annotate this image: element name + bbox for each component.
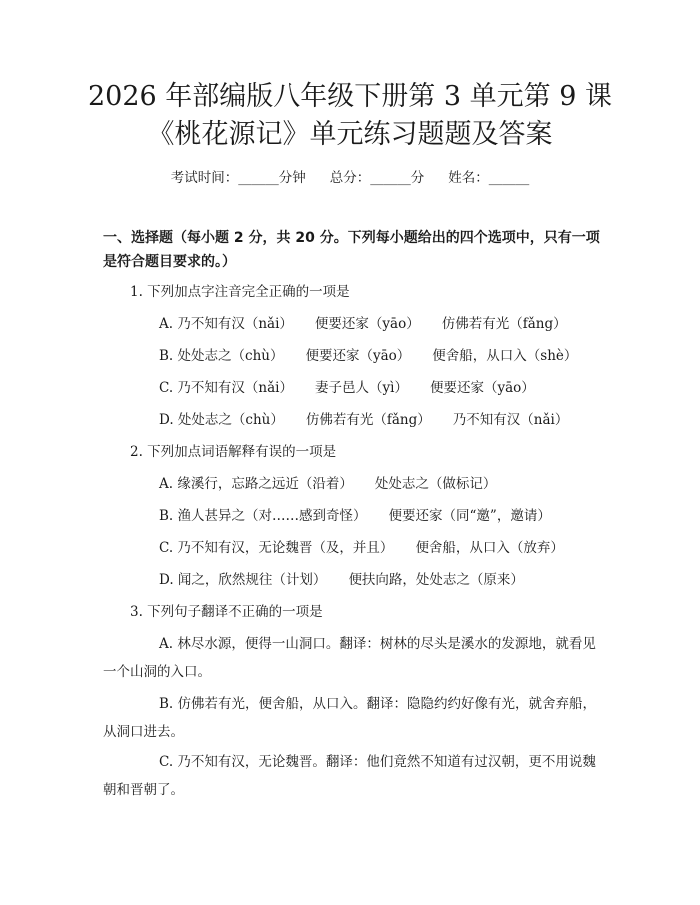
option-paragraph: C. 乃不知有汉，无论魏晋。翻译：他们竟然不知道有过汉朝，更不用说魏朝和晋朝了。 xyxy=(103,754,596,798)
option-text: 妻子邑人（yì） xyxy=(315,380,408,396)
option-text: B. 处处志之（chù） xyxy=(159,348,284,364)
option-paragraph: A. 林尽水源，便得一山洞口。翻译：树林的尽头是溪水的发源地，就看见一个山洞的入口。 xyxy=(103,636,596,680)
exam-total-score: 总分：______分 xyxy=(329,170,425,186)
option-text: A. 乃不知有汉（nǎi） xyxy=(159,316,293,332)
question-stem: 2. 下列加点词语解释有误的一项是 xyxy=(130,444,337,460)
option-text: D. 闻之，欣然规往（计划） xyxy=(159,572,327,588)
option-text: B. 渔人甚异之（对……感到奇怪） xyxy=(159,508,367,524)
option-row xyxy=(159,506,551,526)
option-text: 仿佛若有光（fǎng） xyxy=(441,316,567,332)
option-text: D. 处处志之（chù） xyxy=(159,412,284,428)
option-text: 便舍船，从口入（放弃） xyxy=(415,540,564,556)
option-text: 便要还家（同“邀”，邀请） xyxy=(388,508,551,524)
option-text: 便扶向路，处处志之（原来） xyxy=(348,572,524,588)
option-text: 便舍船，从口入（shè） xyxy=(432,348,578,364)
section-heading: 一、选择题（每小题 2 分，共 20 分。下列每小题给出的四个选项中，只有一项是符合题目要求的。） xyxy=(103,230,600,270)
question-stem: 1. 下列加点字注音完全正确的一项是 xyxy=(130,284,350,300)
option-text: 便要还家（yāo） xyxy=(305,348,411,364)
option-text: 处处志之（做标记） xyxy=(374,476,497,492)
document-title-line2: 《桃花源记》单元练习题题及答案 xyxy=(147,119,553,150)
option-text: C. 乃不知有汉（nǎi） xyxy=(159,380,293,396)
option-row xyxy=(159,570,524,590)
option-paragraph: B. 仿佛若有光，便舍船，从口入。翻译：隐隐约约好像有光，就舍弃船，从洞口进去。 xyxy=(103,696,597,740)
option-text: C. 乃不知有汉，无论魏晋（及，并且） xyxy=(159,540,394,556)
document-title-line1: 2026 年部编版八年级下册第 3 单元第 9 课 xyxy=(88,81,612,112)
option-text: 便要还家（yāo） xyxy=(429,380,535,396)
option-row xyxy=(159,346,577,366)
option-row xyxy=(159,538,564,558)
option-text: 便要还家（yāo） xyxy=(314,316,420,332)
option-row xyxy=(159,314,567,334)
option-row xyxy=(159,410,568,430)
student-name-field: 姓名：______ xyxy=(448,170,530,186)
option-text: 乃不知有汉（nǎi） xyxy=(452,412,569,428)
question-stem: 3. 下列句子翻译不正确的一项是 xyxy=(130,604,323,620)
option-text: A. 缘溪行，忘路之远近（沿着） xyxy=(159,476,353,492)
exam-meta xyxy=(0,168,700,188)
exam-time: 考试时间：______分钟 xyxy=(170,170,306,186)
option-text: 仿佛若有光（fǎng） xyxy=(305,412,431,428)
option-row xyxy=(159,474,496,494)
option-row xyxy=(159,378,535,398)
